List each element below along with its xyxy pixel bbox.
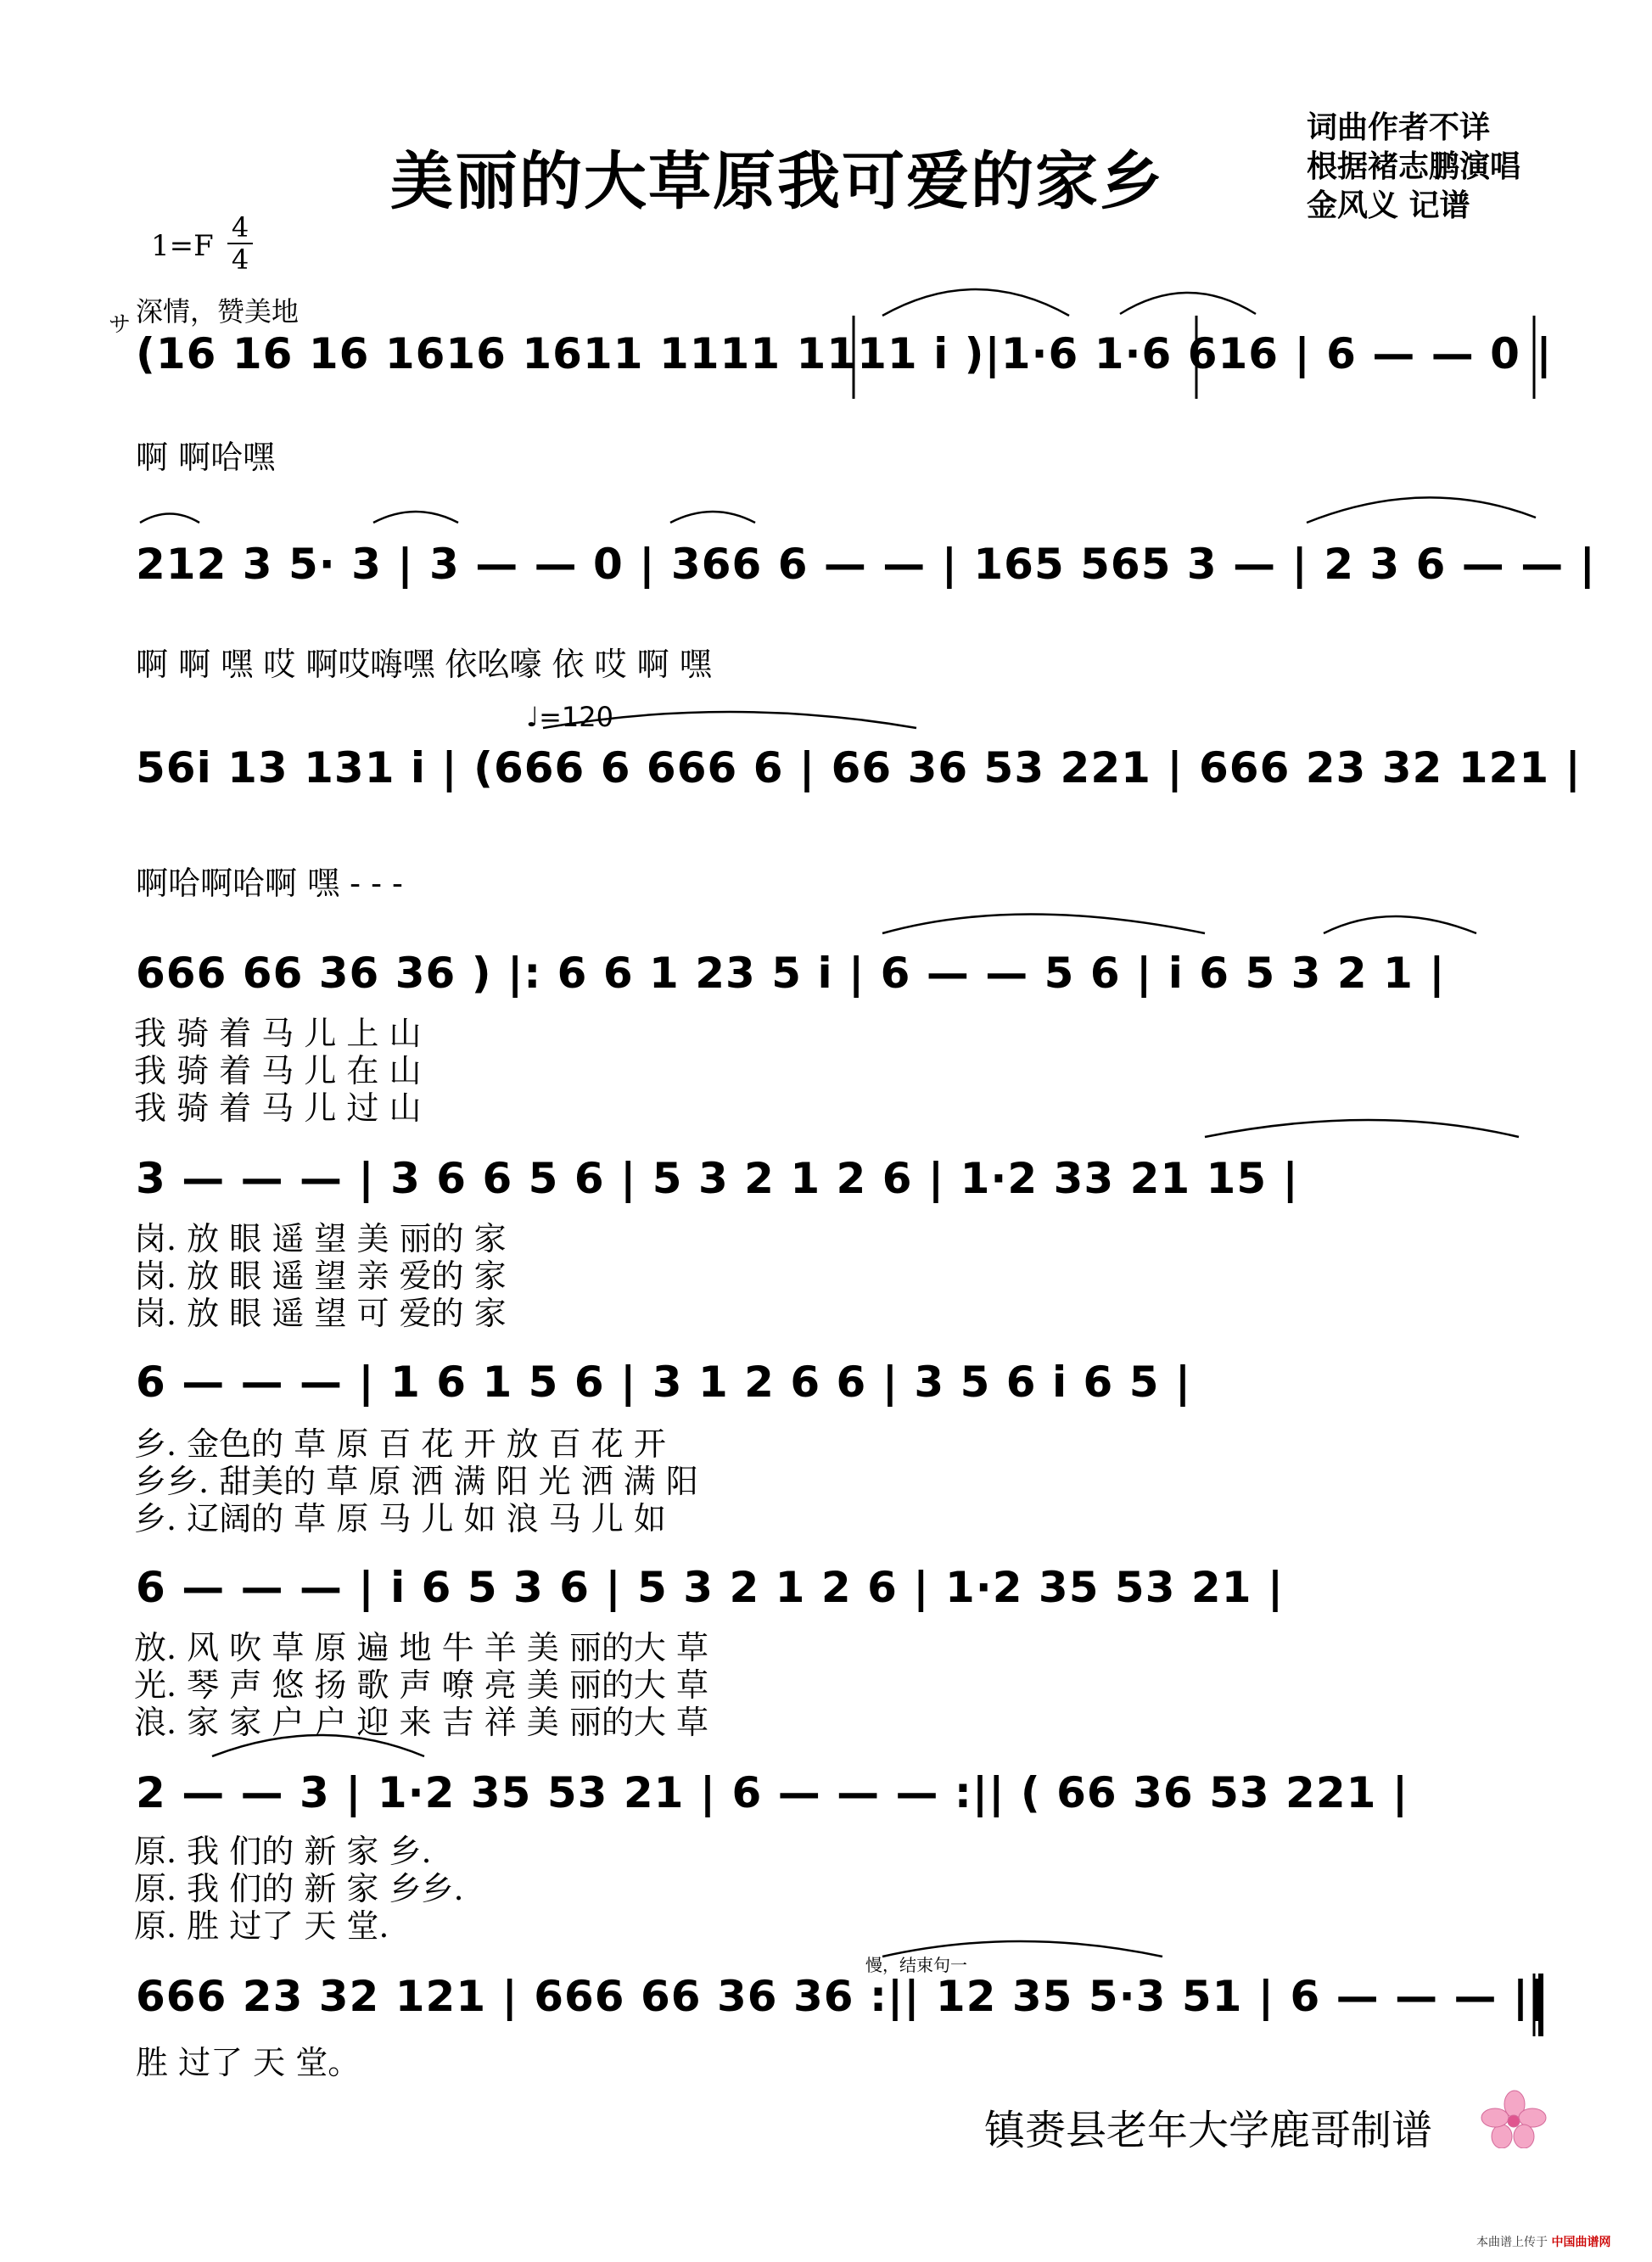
system-6-verse-2: 乡乡. 甜美的 草 原 洒 满 阳 光 洒 满 阳 bbox=[134, 1463, 698, 1500]
slur-arc bbox=[670, 512, 755, 523]
sa-mark: サ bbox=[109, 312, 132, 338]
upload-note bbox=[1476, 2233, 1610, 2250]
system-7-verse-1: 放. 风 吹 草 原 遍 地 牛 羊 美 丽的大 草 bbox=[134, 1629, 708, 1666]
system-6-verse-1: 乡. 金色的 草 原 百 花 开 放 百 花 开 bbox=[134, 1425, 666, 1463]
slur-arc bbox=[882, 915, 1205, 934]
system-9-lyrics: 胜 过了 天 堂。 bbox=[136, 2044, 361, 2081]
system-7-notes: 6 — — — | i 6 5 3 6 | 5 3 2 1 2 6 | 1·2 35 53 21 | bbox=[136, 1563, 1285, 1612]
slur-arc bbox=[140, 514, 199, 524]
system-8-verse-1: 原. 我 们的 新 家 乡. bbox=[134, 1833, 432, 1870]
system-6-notes: 6 — — — | 1 6 1 5 6 | 3 1 2 6 6 | 3 5 6 i 6 5 | bbox=[136, 1358, 1192, 1407]
system-7-verse-2: 光. 琴 声 悠 扬 歌 声 嘹 亮 美 丽的大 草 bbox=[134, 1666, 708, 1704]
slur-arc bbox=[1120, 293, 1256, 314]
slur-arc bbox=[1307, 497, 1536, 523]
time-signature bbox=[227, 212, 253, 275]
system-3-notes: 56i 13 131 i | (666 6 666 6 | 66 36 53 221 | 666 23 32 121 | bbox=[136, 743, 1582, 792]
system-5-verse-3: 岗. 放 眼 遥 望 可 爱的 家 bbox=[134, 1295, 507, 1332]
credit-line-1: 词曲作者不详 bbox=[1307, 110, 1491, 145]
coda-note: 慢，结束句一 bbox=[865, 1955, 967, 1975]
system-4-verse-2: 我 骑 着 马 儿 在 山 bbox=[134, 1052, 422, 1089]
tempo-marking bbox=[526, 701, 613, 733]
system-1-lyrics: 啊 啊哈嘿 bbox=[136, 439, 276, 476]
system-3-lyrics: 啊哈啊哈啊 嘿 - - - bbox=[136, 865, 403, 902]
expression-mark: 深情，赞美地 bbox=[136, 295, 300, 328]
system-7-verse-3: 浪. 家 家 户 户 迎 来 吉 祥 美 丽的大 草 bbox=[134, 1704, 708, 1741]
quarter-note-icon: ♩ bbox=[526, 701, 540, 733]
system-4-verse-3: 我 骑 着 马 儿 过 山 bbox=[134, 1089, 422, 1127]
time-top: 4 bbox=[231, 211, 249, 244]
system-5-verse-1: 岗. 放 眼 遥 望 美 丽的 家 bbox=[134, 1220, 507, 1257]
system-9-notes: 666 23 32 121 | 666 66 36 36 :|| 12 35 5·3 51 | 6 — — — || bbox=[136, 1972, 1546, 2021]
footer-credit: 镇赉县老年大学鹿哥制谱 bbox=[984, 2107, 1433, 2154]
system-6-verse-3: 乡. 辽阔的 草 原 马 儿 如 浪 马 儿 如 bbox=[134, 1500, 666, 1537]
slur-arc bbox=[1324, 916, 1476, 933]
system-8-verse-3: 原. 胜 过了 天 堂. bbox=[134, 1907, 389, 1945]
system-5-verse-2: 岗. 放 眼 遥 望 亲 爱的 家 bbox=[134, 1257, 507, 1295]
system-2-lyrics: 啊 啊 嘿 哎 啊哎嗨嘿 依吆嚎 依 哎 啊 嘿 bbox=[136, 646, 712, 683]
slur-arc bbox=[882, 289, 1069, 316]
flower-icon bbox=[1476, 2089, 1553, 2152]
system-8-verse-2: 原. 我 们的 新 家 乡乡. bbox=[134, 1870, 464, 1907]
score-title: 美丽的大草原我可爱的家乡 bbox=[390, 145, 1164, 218]
credit-line-2: 根据褚志鹏演唱 bbox=[1307, 149, 1521, 184]
time-bottom: 4 bbox=[231, 244, 249, 276]
upload-site: 中国曲谱网 bbox=[1551, 2236, 1611, 2249]
slur-arc bbox=[373, 512, 458, 523]
slur-arc bbox=[1205, 1120, 1519, 1137]
credit-line-3: 金风义 记谱 bbox=[1307, 188, 1470, 223]
system-5-notes: 3 — — — | 3 6 6 5 6 | 5 3 2 1 2 6 | 1·2 33 21 15 | bbox=[136, 1154, 1299, 1203]
tempo-value: =120 bbox=[539, 701, 613, 733]
system-4-notes: 666 66 36 36 ) |: 6 6 1 23 5 i | 6 — — 5 6 | i 6 5 3 2 1 | bbox=[136, 949, 1446, 998]
system-2-notes: 212 3 5· 3 | 3 — — 0 | 366 6 — — | 165 565 3 — | 2 3 6 — — | bbox=[136, 540, 1596, 589]
upload-note-text: 本曲谱上传于 bbox=[1476, 2236, 1548, 2249]
system-1-notes: (16 16 16 1616 1611 1111 1111 i )|1·6 1·6 616 | 6 — — 0 | bbox=[136, 329, 1553, 378]
system-8-notes: 2 — — 3 | 1·2 35 53 21 | 6 — — — :|| ( 66 36 53 221 | bbox=[136, 1768, 1409, 1817]
system-4-verse-1: 我 骑 着 马 儿 上 山 bbox=[134, 1015, 422, 1052]
key-signature: 1=F bbox=[151, 229, 214, 263]
